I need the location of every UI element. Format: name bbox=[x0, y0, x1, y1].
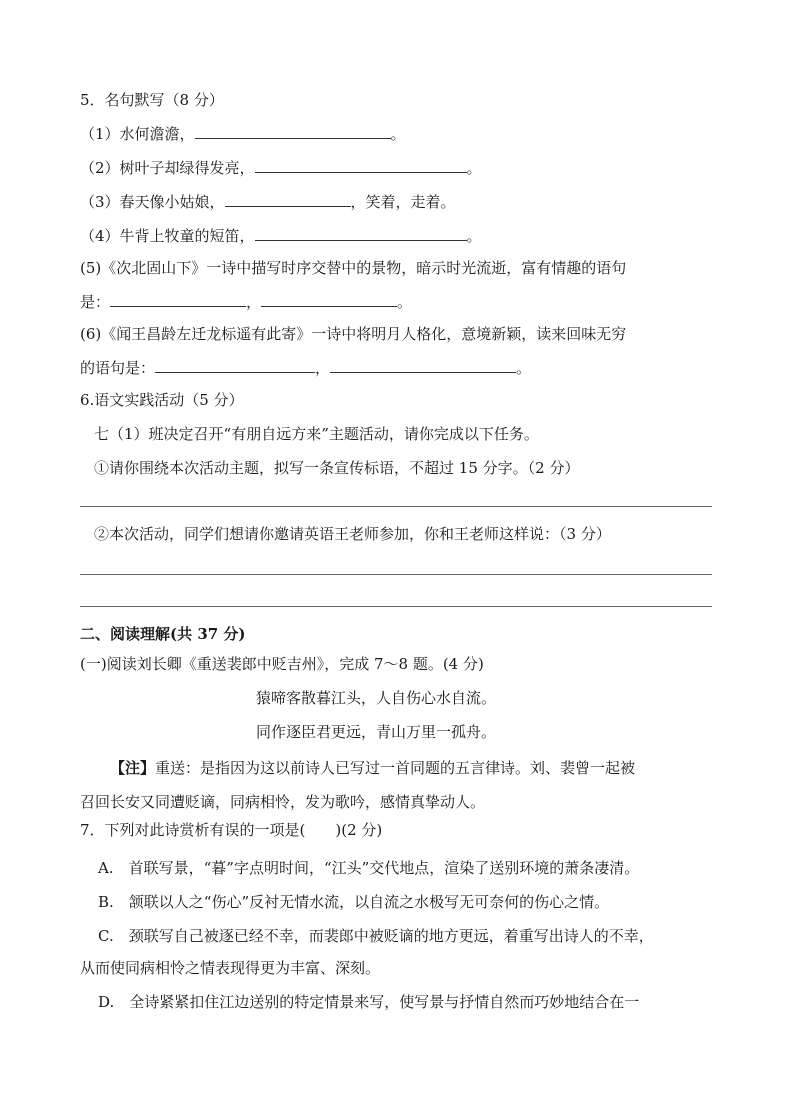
q5-item-3 bbox=[80, 190, 456, 212]
q7-option-c-line1[interactable]: C. 颈联写自己被逐已经不幸，而裴郎中被贬谪的地方更远，着重写出诗人的不幸， bbox=[98, 927, 654, 945]
q5-item-2 bbox=[80, 156, 482, 178]
poem-line-1: 猿啼客散暮江头，人自伤心水自流。 bbox=[256, 689, 497, 707]
note-text: 重送：是指因为这以前诗人已写过一首同题的五言律诗。刘、裴曾一起被 bbox=[155, 759, 636, 777]
q5-item-6-end: 。 bbox=[516, 359, 532, 377]
q5-item-6-line2 bbox=[80, 356, 531, 378]
q5-item-1 bbox=[80, 122, 406, 144]
answer-line[interactable] bbox=[80, 606, 712, 607]
q6-title: 6.语文实践活动（5 分） bbox=[80, 391, 244, 409]
q5-item-1-end: 。 bbox=[390, 125, 406, 143]
q5-item-1-text: （1）水何澹澹， bbox=[80, 125, 195, 143]
answer-blank[interactable] bbox=[225, 190, 351, 207]
answer-blank[interactable] bbox=[330, 356, 516, 373]
answer-blank[interactable] bbox=[195, 122, 391, 139]
answer-blank[interactable] bbox=[255, 156, 467, 173]
section-2-subtitle: (一)阅读刘长卿《重送裴郎中贬吉州》，完成 7～8 题。(4 分) bbox=[80, 655, 484, 673]
q5-title: 5．名句默写（8 分） bbox=[80, 91, 224, 109]
poem-note-line-2: 召回长安又同遭贬谪，同病相怜，发为歌吟，感情真挚动人。 bbox=[80, 793, 486, 811]
q5-item-6-sep: ， bbox=[315, 359, 331, 377]
note-tag: 【注】 bbox=[110, 759, 156, 777]
answer-line[interactable] bbox=[80, 574, 712, 575]
q5-item-4 bbox=[80, 224, 482, 246]
q7-option-c-line2[interactable]: 从而使同病相怜之情表现得更为丰富、深刻。 bbox=[80, 959, 381, 977]
q7-title: 7．下列对此诗赏析有误的一项是( )(2 分) bbox=[80, 821, 383, 839]
q5-item-3-text: （3）春天像小姑娘， bbox=[80, 193, 225, 211]
answer-blank[interactable] bbox=[110, 290, 246, 307]
q5-item-6-prefix: 的语句是： bbox=[80, 359, 156, 377]
q5-item-6-line1: (6)《闻王昌龄左迁龙标遥有此寄》一诗中将明月人格化，意境新颖，读来回味无穷 bbox=[80, 325, 627, 343]
answer-blank[interactable] bbox=[155, 356, 315, 373]
q5-item-3-end: ，笑着，走着。 bbox=[350, 193, 456, 211]
q6-task-2: ②本次活动，同学们想请你邀请英语王老师参加，你和王老师这样说：（3 分） bbox=[94, 525, 611, 543]
q5-item-5-line2 bbox=[80, 290, 412, 312]
poem-line-2: 同作逐臣君更远，青山万里一孤舟。 bbox=[256, 723, 497, 741]
q5-item-4-end: 。 bbox=[466, 227, 482, 245]
q5-item-5-end: 。 bbox=[397, 293, 413, 311]
q7-option-b[interactable]: B. 颔联以人之“伤心”反衬无情水流，以自流之水极写无可奈何的伤心之情。 bbox=[98, 893, 610, 911]
q5-item-2-text: （2）树叶子却绿得发亮， bbox=[80, 159, 255, 177]
q5-item-5-sep: ， bbox=[246, 293, 262, 311]
q6-intro: 七（1）班决定召开“有朋自远方来”主题活动，请你完成以下任务。 bbox=[94, 425, 539, 443]
answer-blank[interactable] bbox=[255, 224, 467, 241]
answer-line[interactable] bbox=[80, 506, 712, 507]
q5-item-2-end: 。 bbox=[466, 159, 482, 177]
section-2-title: 二、阅读理解(共 37 分) bbox=[80, 625, 246, 643]
q7-option-d-line1[interactable]: D. 全诗紧紧扣住江边送别的特定情景来写，使写景与抒情自然而巧妙地结合在一 bbox=[98, 993, 640, 1011]
q5-item-5-prefix: 是： bbox=[80, 293, 111, 311]
q5-item-5-line1: (5)《次北固山下》一诗中描写时序交替中的景物，暗示时光流逝，富有情趣的语句 bbox=[80, 259, 627, 277]
q7-option-a[interactable]: A. 首联写景，“暮”字点明时间，“江头”交代地点，渲染了送别环境的萧条凄清。 bbox=[98, 859, 640, 877]
poem-note-line-1 bbox=[110, 758, 635, 778]
answer-blank[interactable] bbox=[261, 290, 397, 307]
q5-item-4-text: （4）牛背上牧童的短笛， bbox=[80, 227, 255, 245]
q6-task-1: ①请你围绕本次活动主题，拟写一条宣传标语，不超过 15 分字。（2 分） bbox=[94, 459, 580, 477]
